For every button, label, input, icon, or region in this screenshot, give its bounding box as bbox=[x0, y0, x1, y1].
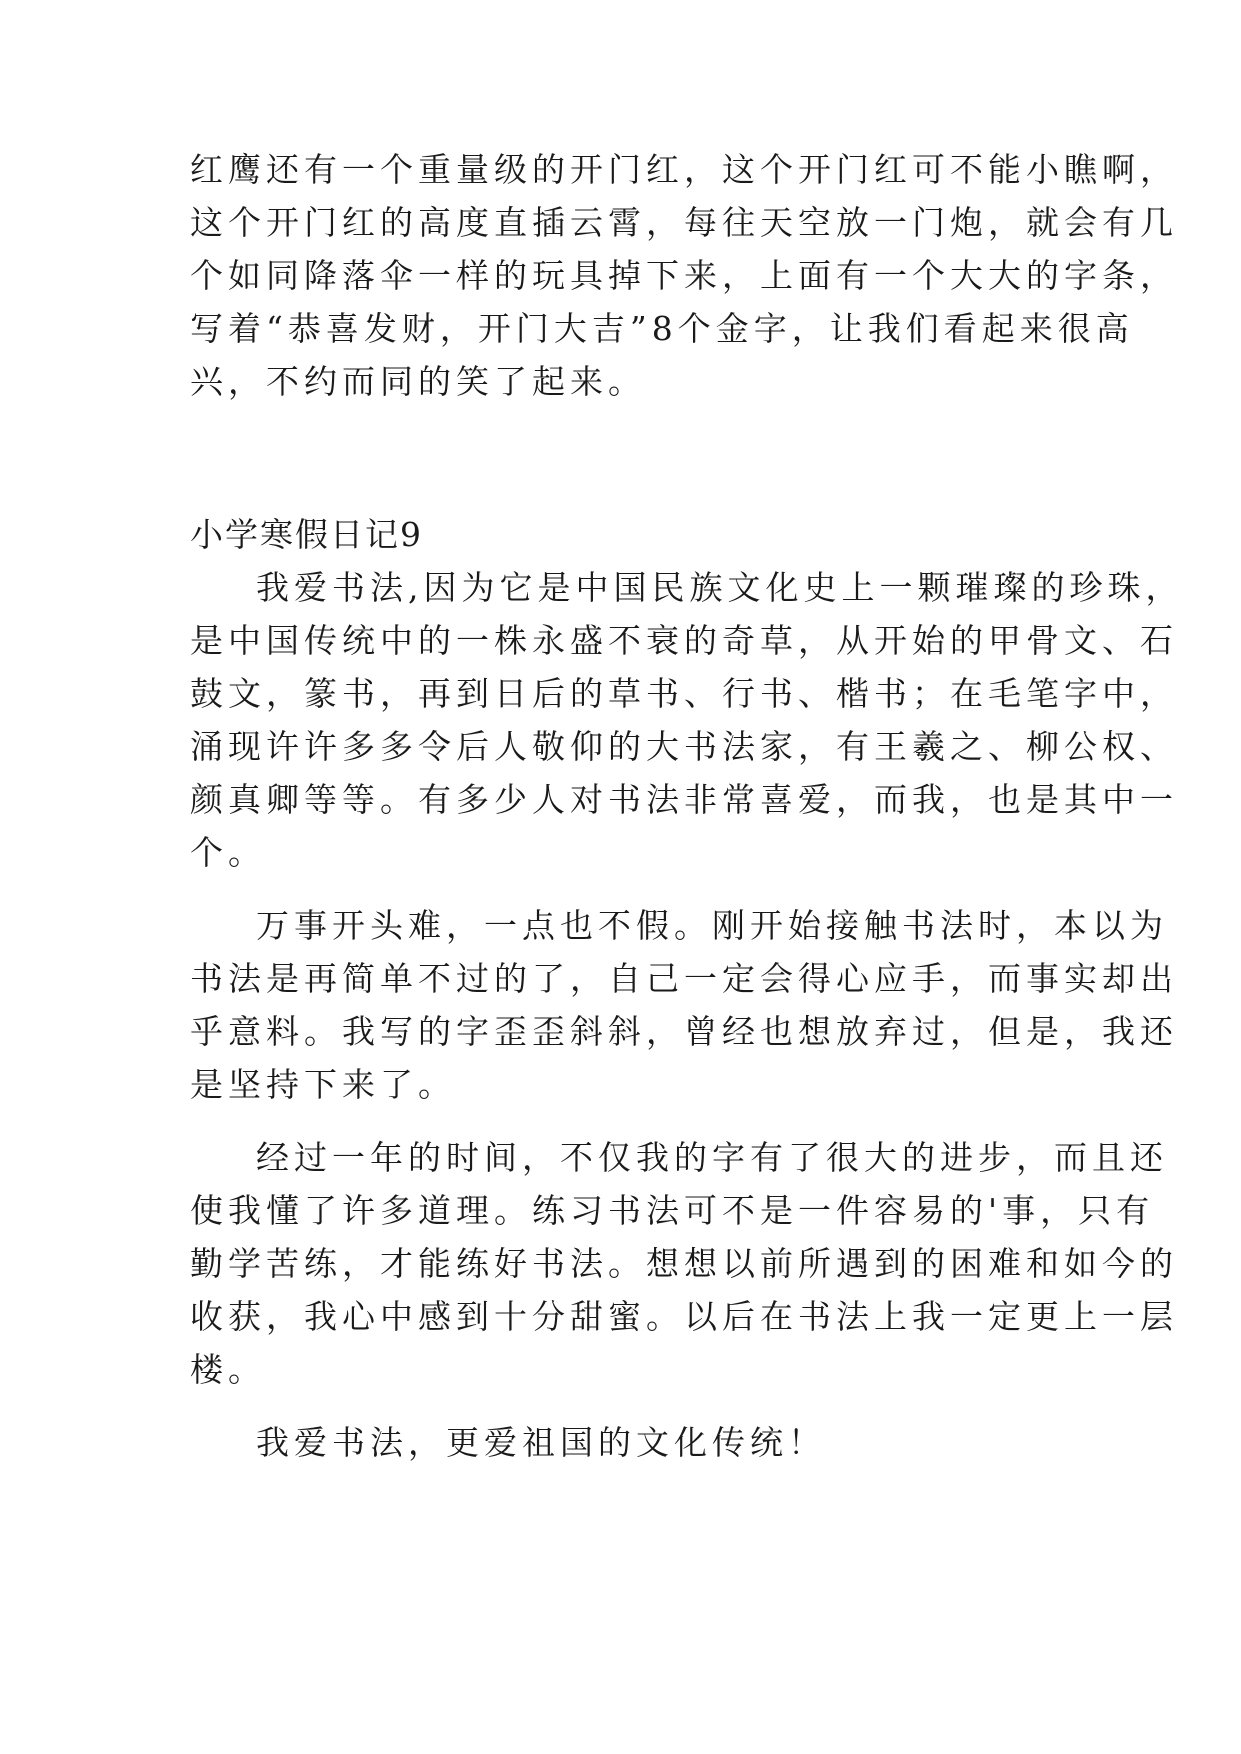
paragraph-line: 楼。 bbox=[190, 1350, 266, 1389]
paragraph-line: 是中国传统中的一株永盛不衰的奇草，从开始的甲骨文、石 bbox=[190, 621, 1178, 660]
paragraph-line: 我爱书法，更爱祖国的文化传统！ bbox=[256, 1423, 826, 1462]
paragraph-line: 是坚持下来了。 bbox=[190, 1065, 456, 1104]
paragraph-line: 鼓文，篆书，再到日后的草书、行书、楷书；在毛笔字中， bbox=[190, 674, 1178, 713]
paragraph-line: 涌现许许多多令后人敬仰的大书法家，有王羲之、柳公权、 bbox=[190, 727, 1178, 766]
section-title: 小学寒假日记9 bbox=[190, 515, 423, 554]
paragraph-line: 经过一年的时间，不仅我的字有了很大的进步，而且还 bbox=[256, 1138, 1168, 1177]
paragraph-line: 万事开头难，一点也不假。刚开始接触书法时，本以为 bbox=[256, 906, 1168, 945]
paragraph-line: 我爱书法,因为它是中国民族文化史上一颗璀璨的珍珠， bbox=[256, 568, 1184, 607]
intro-line: 这个开门红的高度直插云霄，每往天空放一门炮，就会有几 bbox=[190, 203, 1178, 242]
paragraph-line: 书法是再简单不过的了，自己一定会得心应手，而事实却出 bbox=[190, 959, 1178, 998]
intro-line: 写着“恭喜发财，开门大吉”8个金字，让我们看起来很高 bbox=[190, 309, 1134, 348]
intro-line: 红鹰还有一个重量级的开门红，这个开门红可不能小瞧啊， bbox=[190, 150, 1178, 189]
paragraph-line: 颜真卿等等。有多少人对书法非常喜爱，而我，也是其中一 bbox=[190, 780, 1178, 819]
intro-line: 兴，不约而同的笑了起来。 bbox=[190, 362, 646, 401]
paragraph-line: 乎意料。我写的字歪歪斜斜，曾经也想放弃过，但是，我还 bbox=[190, 1012, 1178, 1051]
intro-line: 个如同降落伞一样的玩具掉下来，上面有一个大大的字条， bbox=[190, 256, 1178, 295]
paragraph-line: 使我懂了许多道理。练习书法可不是一件容易的'事，只有 bbox=[190, 1191, 1155, 1230]
paragraph-line: 收获，我心中感到十分甜蜜。以后在书法上我一定更上一层 bbox=[190, 1297, 1178, 1336]
paragraph-line: 个。 bbox=[190, 833, 266, 872]
paragraph-line: 勤学苦练，才能练好书法。想想以前所遇到的困难和如今的 bbox=[190, 1244, 1178, 1283]
